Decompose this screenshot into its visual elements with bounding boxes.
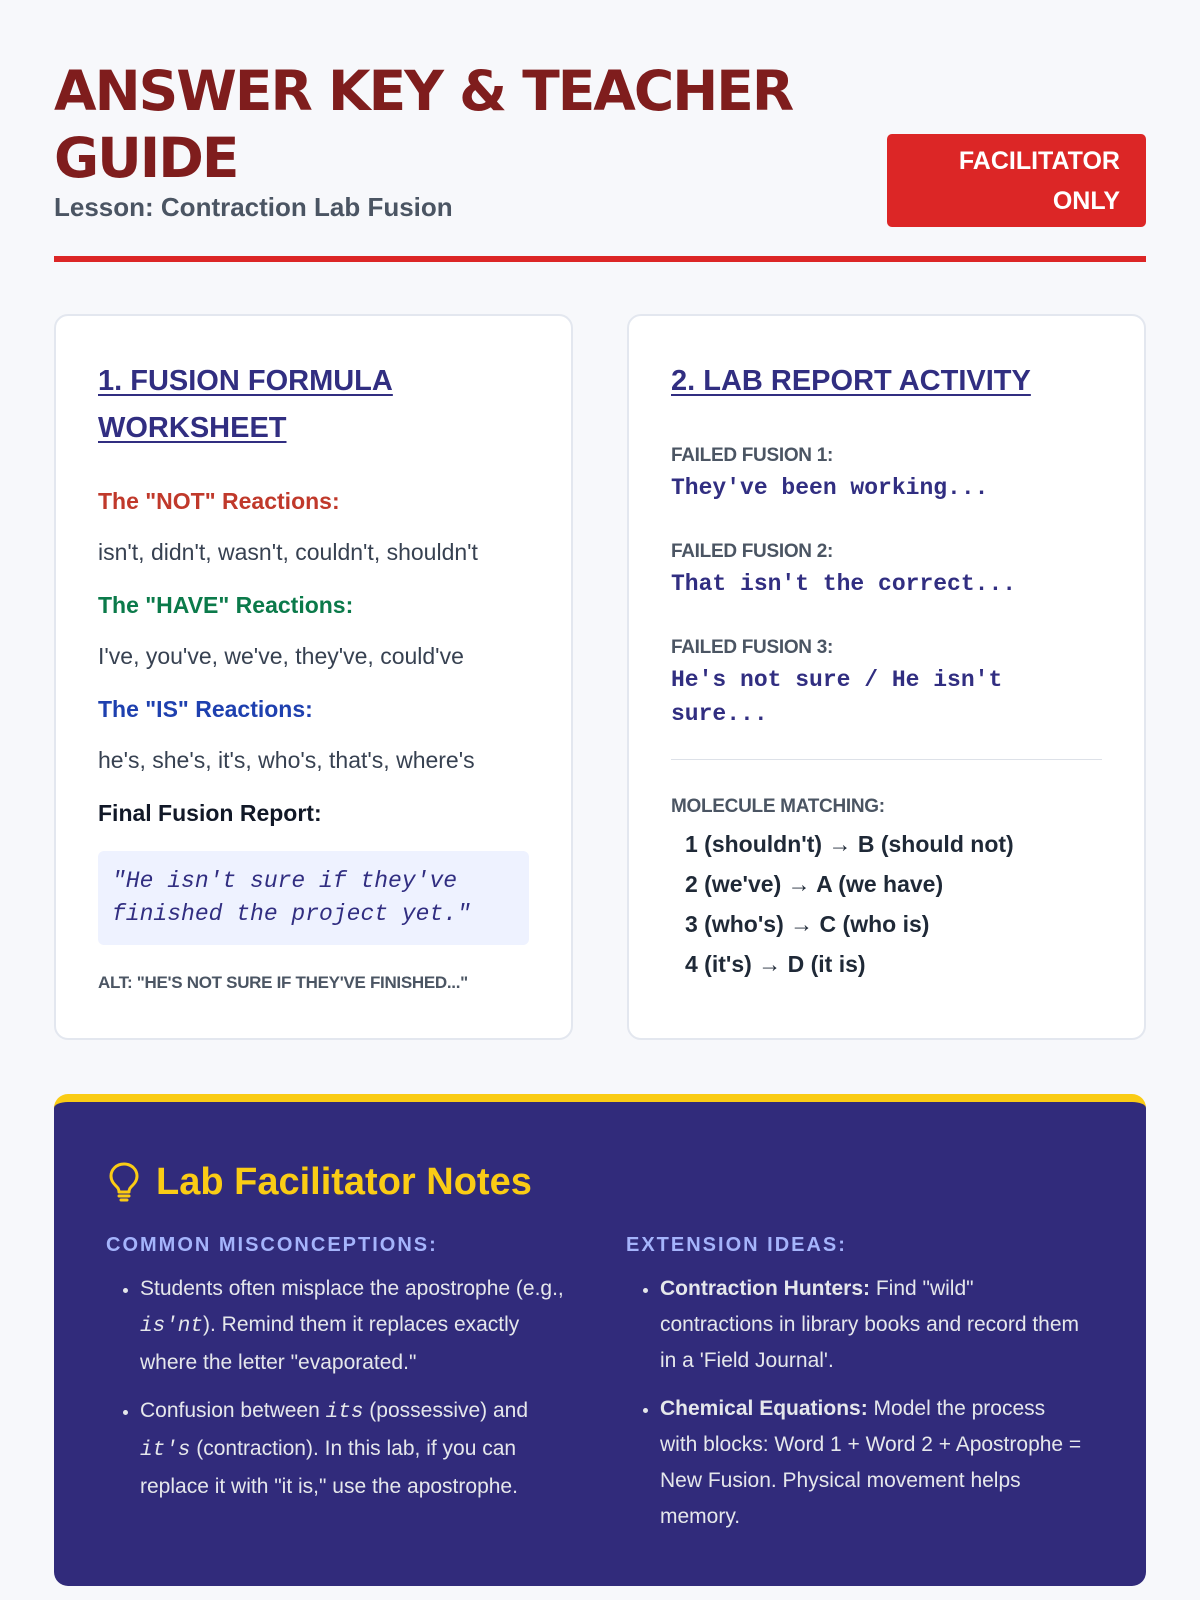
extension-item: • Contraction Hunters: Find "wild" contractions in library books and record them in a 'Field Journal'.	[660, 1271, 1086, 1379]
misconceptions-label: COMMON MISCONCEPTIONS:	[106, 1234, 438, 1256]
failed-fusion-text: They've been working...	[671, 475, 989, 501]
misconception-item: • Students often misplace the apostrophe (e.g., is'nt). Remind them it replaces exactly where the letter "evaporated."	[140, 1271, 566, 1381]
have-reactions-label: The "HAVE" Reactions:	[98, 592, 354, 618]
failed-fusion-2	[671, 541, 1102, 601]
match-item: 1 (shouldn't) → B (should not)	[685, 831, 1014, 857]
misconceptions-list	[106, 1271, 566, 1505]
not-reactions-list: isn't, didn't, wasn't, couldn't, shouldn't	[98, 539, 478, 565]
activity-cards	[54, 314, 1146, 1040]
section-divider	[671, 759, 1102, 760]
lesson-subtitle: Lesson: Contraction Lab Fusion	[54, 192, 453, 222]
lightbulb-icon	[106, 1160, 142, 1204]
have-reactions-list: I've, you've, we've, they've, could've	[98, 643, 464, 669]
failed-fusion-1	[671, 445, 1102, 505]
is-reactions-label: The "IS" Reactions:	[98, 696, 313, 722]
match-item: 2 (we've) → A (we have)	[685, 871, 944, 897]
failed-fusion-text: That isn't the correct...	[671, 571, 1017, 597]
facilitator-badge: FACILITATOR ONLY	[887, 134, 1146, 227]
page-header	[54, 0, 1146, 262]
lab-report-card	[627, 314, 1146, 1040]
misconceptions-column	[106, 1234, 566, 1517]
failed-fusion-label: FAILED FUSION 3:	[671, 637, 833, 658]
final-report-label: Final Fusion Report:	[98, 800, 322, 826]
notes-header	[106, 1152, 1094, 1212]
alternate-answer: ALT: "HE'S NOT SURE IF THEY'VE FINISHED..."	[98, 973, 468, 992]
fusion-worksheet-card	[54, 314, 573, 1040]
match-item: 4 (it's) → D (it is)	[685, 951, 866, 977]
extensions-label: EXTENSION IDEAS:	[626, 1234, 847, 1256]
failed-fusion-3	[671, 637, 1102, 731]
notes-title: Lab Facilitator Notes	[156, 1160, 532, 1203]
page-title: ANSWER KEY & TEACHER GUIDE	[54, 59, 793, 190]
extensions-column	[626, 1234, 1086, 1547]
failed-fusion-text: He's not sure / He isn't sure...	[671, 667, 1003, 727]
match-item: 3 (who's) → C (who is)	[685, 911, 930, 937]
failed-fusion-label: FAILED FUSION 1:	[671, 445, 833, 466]
molecule-matching-label: MOLECULE MATCHING:	[671, 796, 885, 817]
failed-fusion-label: FAILED FUSION 2:	[671, 541, 833, 562]
molecule-matching-list	[671, 824, 1102, 984]
worksheet-title: 1. FUSION FORMULA WORKSHEET	[98, 365, 393, 444]
extension-item: • Chemical Equations: Model the process with blocks: Word 1 + Word 2 + Apostrophe = New Fusion. Physical movement helps memory.	[660, 1391, 1086, 1535]
extensions-list	[626, 1271, 1086, 1535]
final-report-quote: "He isn't sure if they've finished the project yet."	[98, 851, 529, 945]
lab-report-title: 2. LAB REPORT ACTIVITY	[671, 365, 1031, 397]
not-reactions-label: The "NOT" Reactions:	[98, 488, 340, 514]
misconception-item: • Confusion between its (possessive) and it's (contraction). In this lab, if you can replace it with "it is," use the apostrophe.	[140, 1393, 566, 1505]
facilitator-notes-panel	[54, 1094, 1146, 1586]
is-reactions-list: he's, she's, it's, who's, that's, where's	[98, 747, 475, 773]
